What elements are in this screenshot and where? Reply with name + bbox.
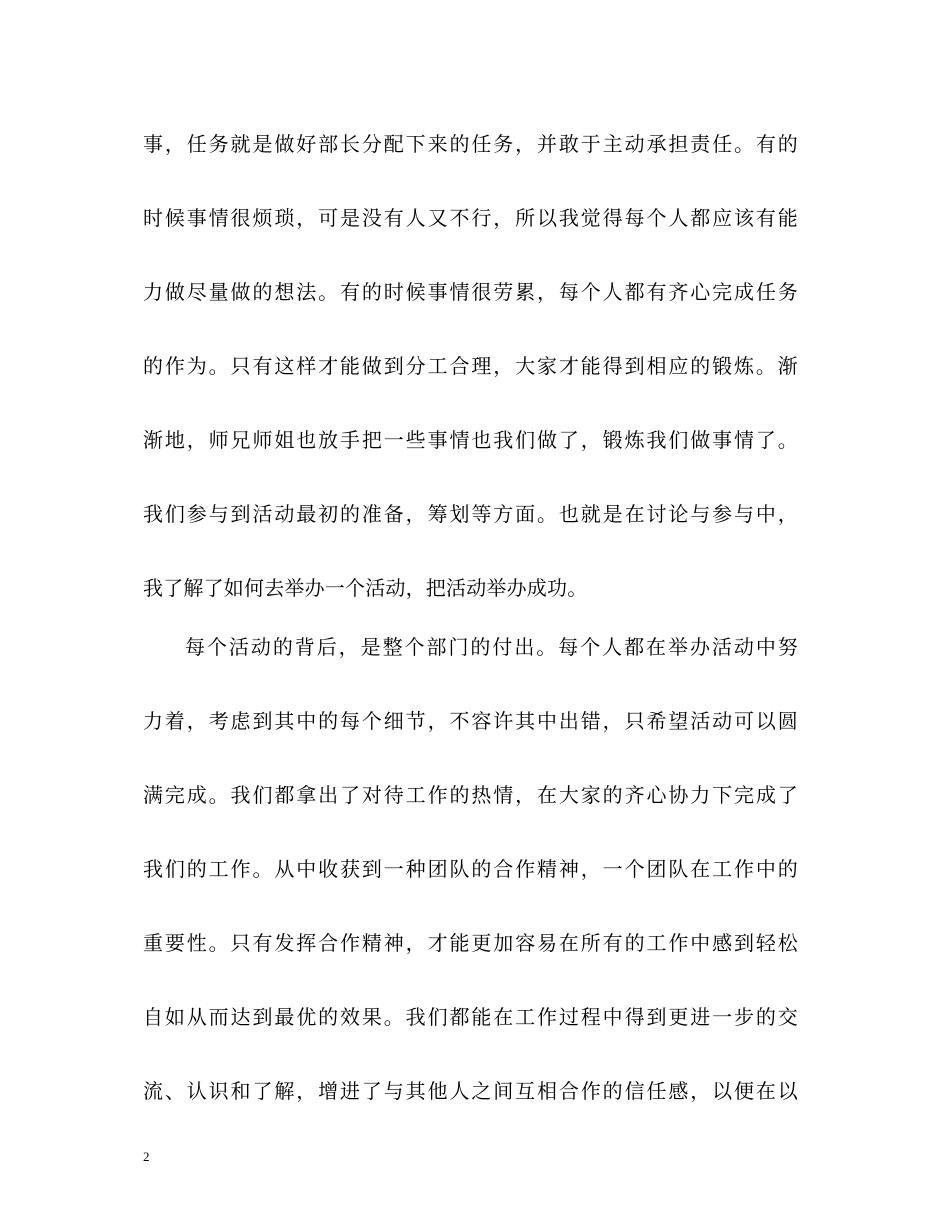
- text-line: 流、认识和了解，增进了与其他人之间互相合作的信任感，以便在以: [143, 1079, 798, 1103]
- text-line: 自如从而达到最优的效果。我们都能在工作过程中得到更进一步的交: [143, 1005, 798, 1029]
- text-line: 我了解了如何去举办一个活动，把活动举办成功。: [143, 576, 588, 600]
- text-line: 时候事情很烦琐，可是没有人又不行，所以我觉得每个人都应该有能: [143, 206, 798, 230]
- page-number: 2: [143, 1149, 150, 1164]
- text-line: 力做尽量做的想法。有的时候事情很劳累，每个人都有齐心完成任务: [143, 280, 798, 304]
- text-line: 事，任务就是做好部长分配下来的任务，并敢于主动承担责任。有的: [143, 132, 798, 156]
- text-line: 的作为。只有这样才能做到分工合理，大家才能得到相应的锻炼。渐: [143, 354, 798, 378]
- text-line: 我们的工作。从中收获到一种团队的合作精神，一个团队在工作中的: [143, 857, 798, 881]
- text-line: 渐地，师兄师姐也放手把一些事情也我们做了，锻炼我们做事情了。: [143, 428, 798, 452]
- text-line: 满完成。我们都拿出了对待工作的热情，在大家的齐心协力下完成了: [143, 783, 798, 807]
- paragraph-first-line: 每个活动的背后，是整个部门的付出。每个人都在举办活动中努: [185, 635, 798, 659]
- text-line: 我们参与到活动最初的准备，筹划等方面。也就是在讨论与参与中，: [143, 502, 798, 526]
- text-line: 重要性。只有发挥合作精神，才能更加容易在所有的工作中感到轻松: [143, 931, 798, 955]
- text-line: 力着，考虑到其中的每个细节，不容许其中出错，只希望活动可以圆: [143, 709, 798, 733]
